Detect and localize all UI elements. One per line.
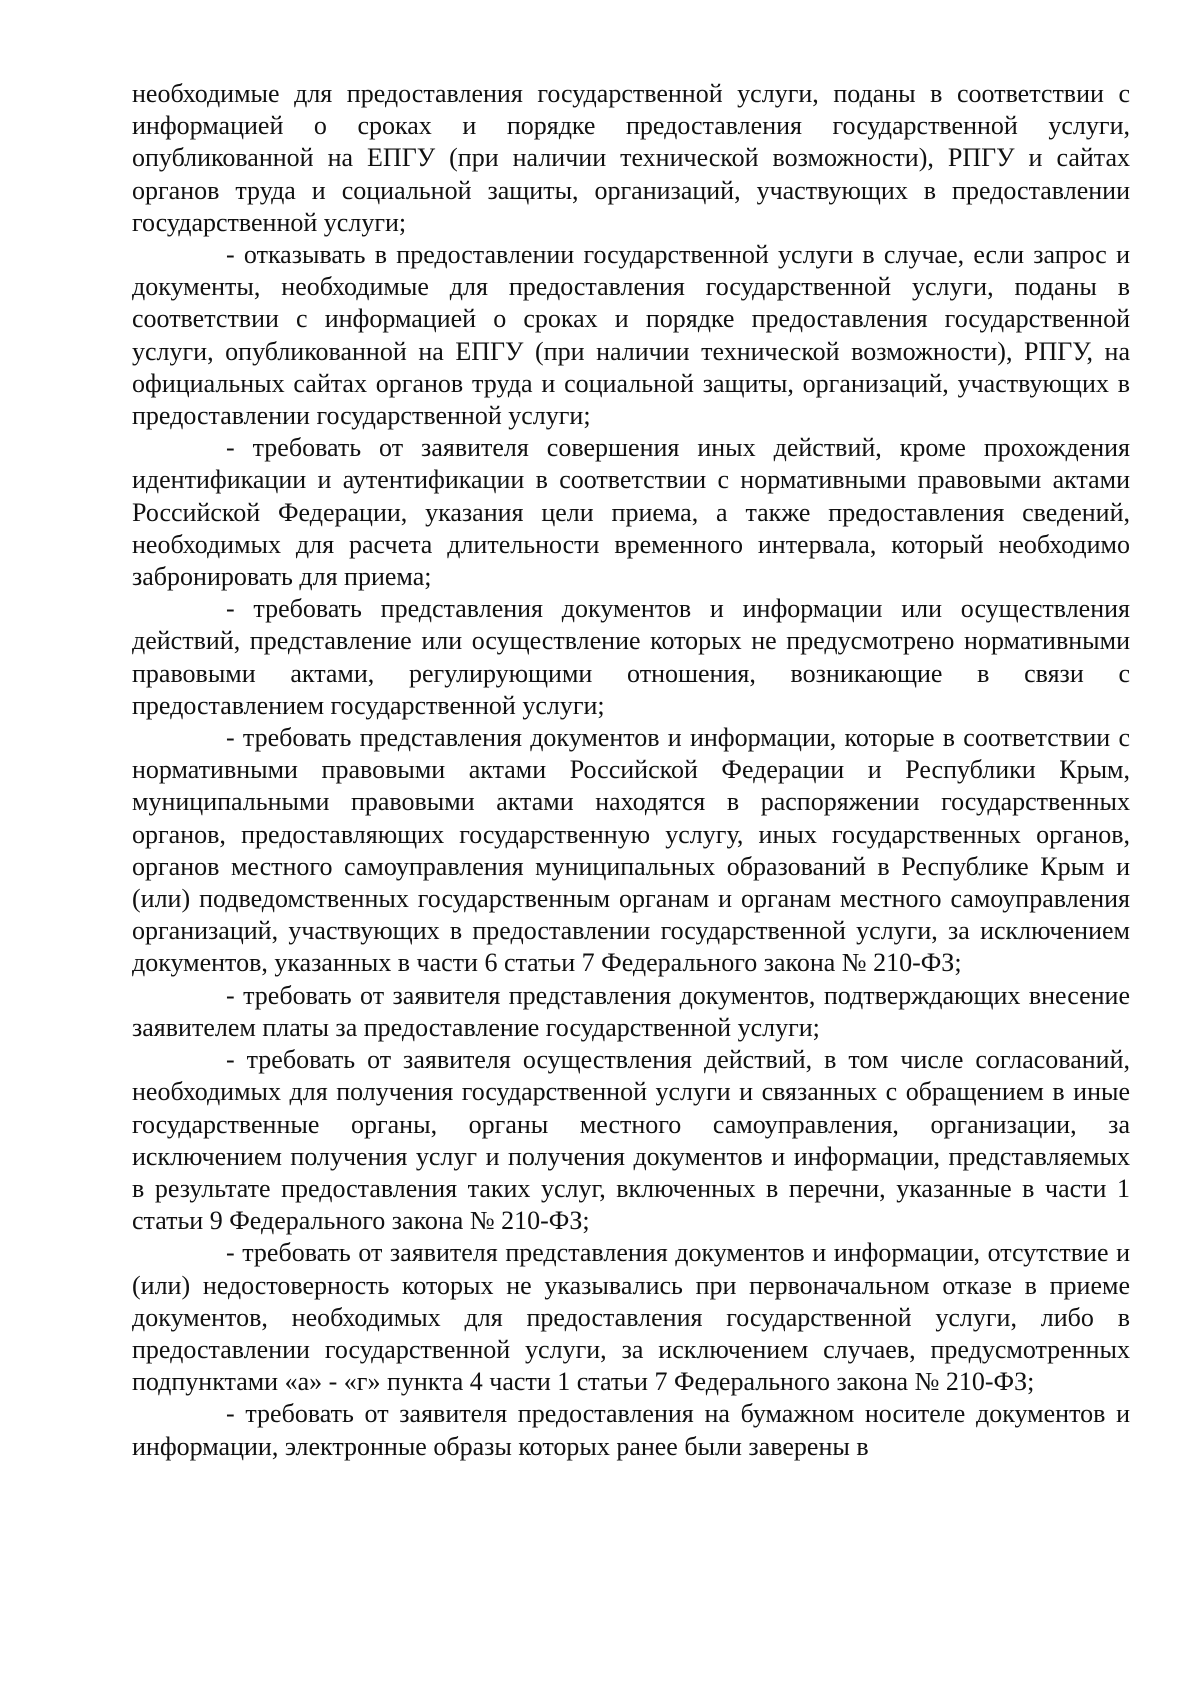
paragraph-other-actions: - требовать от заявителя совершения иных действий, кроме прохождения идентификации и аутентификации в соответствии с нормативными правовыми актами Российской Федерации, указания цели приема, а также предоставления сведений, необходимых для расчета длительности временного интервала, который необходимо забронировать для приема;	[132, 433, 1130, 592]
paragraph-missing-information: - требовать от заявителя представления документов и информации, отсутствие и (или) недостоверность которых не указывались при первоначальном отказе в приеме документов, необходимых для предоставления государственной услуги, либо в предоставлении государственной услуги, за исключением случаев, предусмотренных подпунктами «а» - «г» пункта 4 части 1 статьи 7 Федерального закона № 210-ФЗ;	[132, 1238, 1130, 1397]
paragraph-unregulated-documents: - требовать представления документов и информации или осуществления действий, представление или осуществление которых не предусмотрено нормативными правовыми актами, регулирующими отношения, возникающие в связи с предоставлением государственной услуги;	[132, 594, 1130, 720]
paragraph-approvals: - требовать от заявителя осуществления действий, в том числе согласований, необходимых для получения государственной услуги и связанных с обращением в иные государственные органы, органы местного самоуправления, организации, за исключением получения услуг и получения документов и информации, представляемых в результате предоставления таких услуг, включенных в перечни, указанные в части 1 статьи 9 Федерального закона № 210-ФЗ;	[132, 1045, 1130, 1236]
paragraph-paper-copies: - требовать от заявителя предоставления на бумажном носителе документов и информации, электронные образы которых ранее были заверены в	[132, 1399, 1130, 1461]
paragraph-payment-proof: - требовать от заявителя представления документов, подтверждающих внесение заявителем платы за предоставление государственной услуги;	[132, 980, 1130, 1042]
paragraph-documents-in-possession: - требовать представления документов и информации, которые в соответствии с нормативными правовыми актами Российской Федерации и Республики Крым, муниципальными правовыми актами находятся в распоряжении государственных органов, предоставляющих государственную услугу, иных государственных органов, органов местного самоуправления муниципальных образований в Республике Крым и (или) подведомственных государственным органам и органам местного самоуправления организаций, участвующих в предоставлении государственной услуги, за исключением документов, указанных в части 6 статьи 7 Федерального закона № 210-ФЗ;	[132, 723, 1130, 978]
paragraph-refuse-provision: - отказывать в предоставлении государственной услуги в случае, если запрос и документы, необходимые для предоставления государственной услуги, поданы в соответствии с информацией о сроках и порядке предоставления государственной услуги, опубликованной на ЕПГУ (при наличии технической возможности), РПГУ, на официальных сайтах органов труда и социальной защиты, организаций, участвующих в предоставлении государственной услуги;	[132, 240, 1130, 431]
document-body	[132, 78, 1130, 1463]
paragraph-continuation: необходимые для предоставления государственной услуги, поданы в соответствии с информацией о сроках и порядке предоставления государственной услуги, опубликованной на ЕПГУ (при наличии технической возможности), РПГУ и сайтах органов труда и социальной защиты, организаций, участвующих в предоставлении государственной услуги;	[132, 79, 1130, 237]
